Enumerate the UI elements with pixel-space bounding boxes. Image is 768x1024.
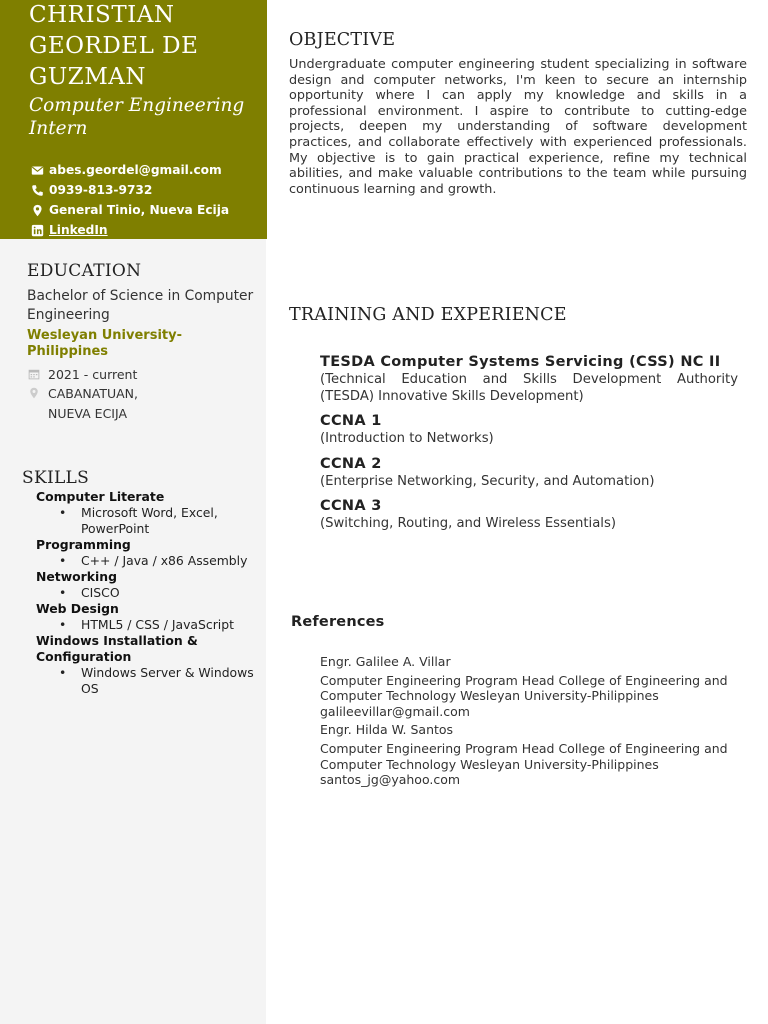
objective-heading: OBJECTIVE (289, 30, 396, 50)
skill-category: Computer Literate (36, 489, 165, 504)
name-line-2: GEORDEL DE (29, 33, 199, 59)
skill-item: • C++ / Java / x86 Assembly (81, 553, 262, 569)
education-location-line-1: CABANATUAN, (48, 386, 138, 401)
skills-list (36, 489, 262, 697)
experience-description: (Introduction to Networks) (320, 431, 494, 446)
education-heading: EDUCATION (27, 261, 142, 281)
email-icon (30, 163, 44, 177)
years-text: 2021 - current (48, 367, 138, 382)
skill-item: • Windows Server & Windows OS (81, 665, 262, 697)
skills-heading: SKILLS (22, 468, 90, 488)
skill-item: • Microsoft Word, Excel, PowerPoint (81, 505, 262, 537)
skill-items (36, 585, 262, 601)
reference-email[interactable]: santos_jg@yahoo.com (320, 772, 461, 788)
references-list (320, 654, 740, 791)
reference-detail: Computer Engineering Program Head College of Engineering and Computer Technology Wesleyan University-Philippines (320, 740, 728, 772)
references-heading: References (291, 614, 385, 630)
experience-title: CCNA 3 (320, 498, 382, 514)
school-name: Wesleyan University-Philippines (27, 328, 182, 359)
skill-item: • CISCO (81, 585, 262, 601)
job-role: Computer Engineering Intern (29, 95, 245, 139)
skill-items (36, 617, 262, 633)
education-years (28, 365, 258, 384)
phone-icon (30, 183, 44, 197)
skill-category: Web Design (36, 601, 119, 616)
contact-phone[interactable] (30, 181, 260, 199)
reference-detail: Computer Engineering Program Head College of Engineering and Computer Technology Wesleyan University-Philippines (320, 672, 728, 704)
experience-description: (Technical Education and Skills Development Authority (TESDA) Innovative Skills Development) (320, 372, 738, 404)
profile-header (0, 0, 267, 239)
experience-title: CCNA 1 (320, 413, 382, 429)
experience-title: CCNA 2 (320, 455, 382, 472)
experience-description: (Switching, Routing, and Wireless Essentials) (320, 516, 616, 531)
skill-items (36, 505, 262, 537)
email-text: abes.geordel@gmail.com (49, 163, 222, 177)
calendar-icon (28, 368, 42, 382)
contact-linkedin[interactable] (30, 221, 260, 239)
contact-location (30, 201, 260, 219)
phone-text: 0939-813-9732 (49, 183, 153, 197)
education-location (28, 384, 258, 423)
experience-heading: TRAINING AND EXPERIENCE (289, 305, 567, 325)
skill-items (36, 665, 262, 697)
skill-category: Windows Installation & Configuration (36, 633, 198, 664)
contact-email[interactable] (30, 161, 260, 179)
location-icon (30, 203, 44, 217)
name-line-1: CHRISTIAN (29, 2, 175, 28)
location-text: General Tinio, Nueva Ecija (49, 203, 230, 217)
experience-title: TESDA Computer Systems Servicing (CSS) NC II (320, 354, 721, 370)
reference-name: Engr. Galilee A. Villar (320, 654, 451, 669)
location-pin-icon (28, 387, 42, 401)
skill-item: • HTML5 / CSS / JavaScript (81, 617, 262, 633)
linkedin-icon (30, 223, 44, 237)
objective-text: Undergraduate computer engineering student specializing in software design and computer networks, I'm keen to secure an internship opportunity where I can apply my knowledge and skills in a professional environment. I aspire to contribute to cutting-edge projects, deepen my understanding of software development practices, and collaborate effectively with experienced professionals. My objective is to gain practical experience, refine my technical abilities, and make valuable contributions to the team while pursuing continuous learning and growth. (289, 57, 747, 197)
education-location-line-2: NUEVA ECIJA (48, 406, 128, 421)
skill-category: Networking (36, 569, 117, 584)
degree: Bachelor of Science in Computer Engineering (27, 288, 254, 323)
skill-items (36, 553, 262, 569)
reference-email[interactable]: galileevillar@gmail.com (320, 703, 470, 719)
linkedin-link[interactable]: LinkedIn (49, 223, 108, 237)
skill-category: Programming (36, 537, 131, 552)
candidate-name (29, 0, 259, 93)
experience-list (320, 352, 738, 539)
name-line-3: GUZMAN (29, 64, 147, 90)
experience-description: (Enterprise Networking, Security, and Automation) (320, 473, 655, 489)
education-location-text (48, 384, 138, 423)
reference-name: Engr. Hilda W. Santos (320, 722, 454, 738)
